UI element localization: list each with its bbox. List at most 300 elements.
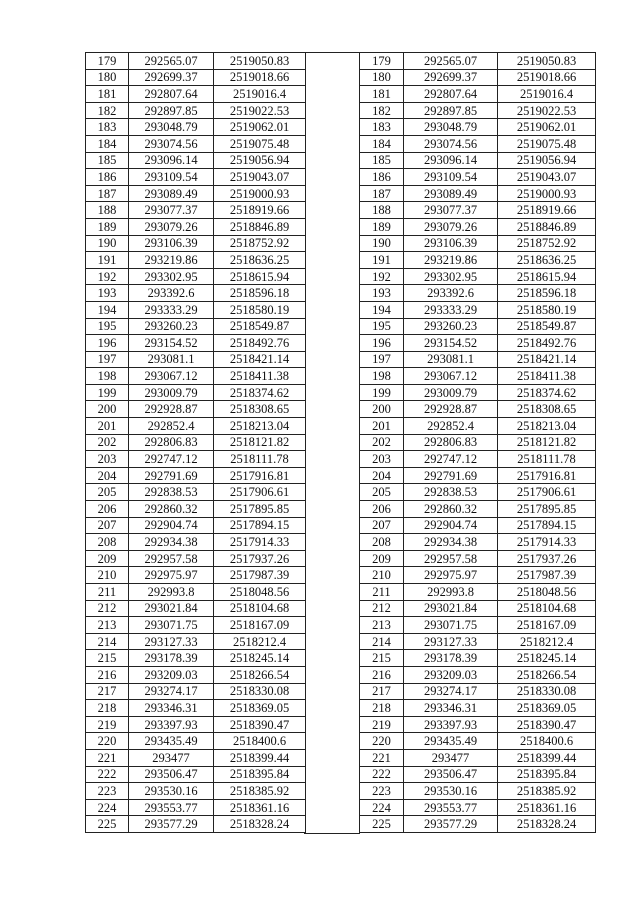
table-row [360,53,596,70]
table-row [360,202,596,219]
x-coordinate-cell: 293071.75 [404,617,498,634]
x-coordinate-cell: 293096.14 [129,152,214,169]
coordinate-table-left [85,52,306,833]
y-coordinate-cell: 2519050.83 [498,53,596,70]
y-coordinate-cell: 2517914.33 [498,534,596,551]
y-coordinate-cell: 2518752.92 [498,235,596,252]
x-coordinate-cell: 292747.12 [404,451,498,468]
table-row [86,268,306,285]
point-number-cell: 193 [86,285,129,302]
point-number-cell: 217 [360,683,404,700]
point-number-cell: 202 [86,434,129,451]
point-number-cell: 203 [86,451,129,468]
x-coordinate-cell: 292993.8 [129,584,214,601]
x-coordinate-cell: 293346.31 [404,700,498,717]
x-coordinate-cell: 292565.07 [404,53,498,70]
y-coordinate-cell: 2519062.01 [214,119,306,136]
x-coordinate-cell: 293048.79 [129,119,214,136]
point-number-cell: 216 [360,666,404,683]
y-coordinate-cell: 2519016.4 [498,86,596,103]
x-coordinate-cell: 292699.37 [404,69,498,86]
x-coordinate-cell: 293081.1 [404,351,498,368]
x-coordinate-cell: 292957.58 [404,550,498,567]
y-coordinate-cell: 2519016.4 [214,86,306,103]
table-row [86,633,306,650]
x-coordinate-cell: 293274.17 [404,683,498,700]
table-row [86,152,306,169]
point-number-cell: 208 [86,534,129,551]
point-number-cell: 219 [360,716,404,733]
table-row [86,218,306,235]
point-number-cell: 205 [86,484,129,501]
point-number-cell: 187 [360,185,404,202]
x-coordinate-cell: 293089.49 [129,185,214,202]
x-coordinate-cell: 293154.52 [404,335,498,352]
table-row [360,135,596,152]
point-number-cell: 193 [360,285,404,302]
x-coordinate-cell: 293074.56 [129,135,214,152]
point-number-cell: 196 [86,335,129,352]
table-row [360,600,596,617]
table-row [360,733,596,750]
point-number-cell: 206 [86,501,129,518]
x-coordinate-cell: 293154.52 [129,335,214,352]
point-number-cell: 219 [86,716,129,733]
table-row [86,650,306,667]
x-coordinate-cell: 293274.17 [129,683,214,700]
y-coordinate-cell: 2518212.4 [214,633,306,650]
y-coordinate-cell: 2518212.4 [498,633,596,650]
y-coordinate-cell: 2518919.66 [498,202,596,219]
y-coordinate-cell: 2518121.82 [214,434,306,451]
point-number-cell: 214 [360,633,404,650]
point-number-cell: 195 [360,318,404,335]
x-coordinate-cell: 293577.29 [129,816,214,833]
x-coordinate-cell: 293530.16 [404,783,498,800]
table-row [86,467,306,484]
point-number-cell: 213 [86,617,129,634]
point-number-cell: 208 [360,534,404,551]
x-coordinate-cell: 293077.37 [404,202,498,219]
x-coordinate-cell: 293346.31 [129,700,214,717]
table-row [360,501,596,518]
point-number-cell: 202 [360,434,404,451]
x-coordinate-cell: 292897.85 [404,102,498,119]
x-coordinate-cell: 293067.12 [129,368,214,385]
y-coordinate-cell: 2518411.38 [214,368,306,385]
y-coordinate-cell: 2518615.94 [214,268,306,285]
table-row [360,517,596,534]
y-coordinate-cell: 2517914.33 [214,534,306,551]
x-coordinate-cell: 293109.54 [129,169,214,186]
x-coordinate-cell: 293577.29 [404,816,498,833]
table-row [86,434,306,451]
y-coordinate-cell: 2519050.83 [214,53,306,70]
table-row [86,550,306,567]
x-coordinate-cell: 293071.75 [129,617,214,634]
table-row [86,185,306,202]
x-coordinate-cell: 292904.74 [404,517,498,534]
x-coordinate-cell: 292747.12 [129,451,214,468]
x-coordinate-cell: 293477 [129,749,214,766]
table-row [86,766,306,783]
y-coordinate-cell: 2518919.66 [214,202,306,219]
table-row [360,484,596,501]
table-row [360,401,596,418]
table-row [360,301,596,318]
point-number-cell: 212 [86,600,129,617]
y-coordinate-cell: 2519075.48 [214,135,306,152]
y-coordinate-cell: 2518596.18 [498,285,596,302]
table-row [360,102,596,119]
x-coordinate-cell: 292807.64 [404,86,498,103]
x-coordinate-cell: 293302.95 [129,268,214,285]
x-coordinate-cell: 293009.79 [129,384,214,401]
y-coordinate-cell: 2518048.56 [214,584,306,601]
x-coordinate-cell: 293021.84 [404,600,498,617]
point-number-cell: 224 [360,799,404,816]
point-number-cell: 195 [86,318,129,335]
x-coordinate-cell: 292860.32 [129,501,214,518]
table-row [86,169,306,186]
x-coordinate-cell: 293127.33 [129,633,214,650]
y-coordinate-cell: 2518361.16 [214,799,306,816]
point-number-cell: 218 [360,700,404,717]
point-number-cell: 225 [86,816,129,833]
point-number-cell: 181 [360,86,404,103]
y-coordinate-cell: 2517895.85 [498,501,596,518]
table-row [86,384,306,401]
point-number-cell: 194 [360,301,404,318]
x-coordinate-cell: 292565.07 [129,53,214,70]
point-number-cell: 182 [360,102,404,119]
y-coordinate-cell: 2518395.84 [498,766,596,783]
table-row [86,816,306,833]
table-row [86,252,306,269]
y-coordinate-cell: 2518111.78 [214,451,306,468]
point-number-cell: 222 [360,766,404,783]
point-number-cell: 203 [360,451,404,468]
y-coordinate-cell: 2518385.92 [214,783,306,800]
table-row [86,716,306,733]
point-number-cell: 224 [86,799,129,816]
y-coordinate-cell: 2518549.87 [498,318,596,335]
y-coordinate-cell: 2517916.81 [214,467,306,484]
table-row [86,135,306,152]
table-row [86,418,306,435]
y-coordinate-cell: 2519000.93 [214,185,306,202]
table-row [86,102,306,119]
table-row [86,86,306,103]
x-coordinate-cell: 293089.49 [404,185,498,202]
point-number-cell: 189 [360,218,404,235]
point-number-cell: 186 [86,169,129,186]
x-coordinate-cell: 293081.1 [129,351,214,368]
x-coordinate-cell: 293397.93 [129,716,214,733]
table-row [360,766,596,783]
x-coordinate-cell: 293096.14 [404,152,498,169]
point-number-cell: 186 [360,169,404,186]
point-number-cell: 190 [360,235,404,252]
x-coordinate-cell: 292699.37 [129,69,214,86]
table-row [360,467,596,484]
point-number-cell: 201 [360,418,404,435]
y-coordinate-cell: 2518048.56 [498,584,596,601]
table-row [86,335,306,352]
table-row [360,650,596,667]
table-row [360,451,596,468]
x-coordinate-cell: 293392.6 [129,285,214,302]
y-coordinate-cell: 2519000.93 [498,185,596,202]
point-number-cell: 179 [86,53,129,70]
point-number-cell: 191 [86,252,129,269]
point-number-cell: 218 [86,700,129,717]
table-row [360,799,596,816]
x-coordinate-cell: 293553.77 [129,799,214,816]
x-coordinate-cell: 293260.23 [129,318,214,335]
point-number-cell: 215 [86,650,129,667]
x-coordinate-cell: 293435.49 [129,733,214,750]
y-coordinate-cell: 2518580.19 [214,301,306,318]
x-coordinate-cell: 293048.79 [404,119,498,136]
table-row [86,351,306,368]
x-coordinate-cell: 293397.93 [404,716,498,733]
x-coordinate-cell: 293477 [404,749,498,766]
y-coordinate-cell: 2517987.39 [214,567,306,584]
y-coordinate-cell: 2517937.26 [214,550,306,567]
table-row [360,318,596,335]
point-number-cell: 213 [360,617,404,634]
table-row [360,633,596,650]
table-row [360,218,596,235]
x-coordinate-cell: 293219.86 [129,252,214,269]
y-coordinate-cell: 2518395.84 [214,766,306,783]
table-row [360,584,596,601]
table-row [86,285,306,302]
point-number-cell: 212 [360,600,404,617]
point-number-cell: 199 [86,384,129,401]
table-row [86,119,306,136]
table-row [360,434,596,451]
point-number-cell: 223 [86,783,129,800]
y-coordinate-cell: 2518752.92 [214,235,306,252]
x-coordinate-cell: 293074.56 [404,135,498,152]
point-number-cell: 217 [86,683,129,700]
x-coordinate-cell: 292897.85 [129,102,214,119]
y-coordinate-cell: 2518167.09 [498,617,596,634]
coordinate-table-right [359,52,596,833]
point-number-cell: 196 [360,335,404,352]
table-row [360,69,596,86]
point-number-cell: 184 [86,135,129,152]
x-coordinate-cell: 293127.33 [404,633,498,650]
y-coordinate-cell: 2518636.25 [498,252,596,269]
table-row [86,733,306,750]
y-coordinate-cell: 2517894.15 [214,517,306,534]
x-coordinate-cell: 293209.03 [404,666,498,683]
y-coordinate-cell: 2518328.24 [214,816,306,833]
point-number-cell: 204 [86,467,129,484]
table-row [86,517,306,534]
y-coordinate-cell: 2518361.16 [498,799,596,816]
x-coordinate-cell: 293530.16 [129,783,214,800]
x-coordinate-cell: 292928.87 [404,401,498,418]
table-row [86,666,306,683]
y-coordinate-cell: 2518421.14 [214,351,306,368]
table-row [360,550,596,567]
y-coordinate-cell: 2518390.47 [498,716,596,733]
point-number-cell: 191 [360,252,404,269]
table-row [86,202,306,219]
table-row [360,816,596,833]
y-coordinate-cell: 2517906.61 [214,484,306,501]
point-number-cell: 182 [86,102,129,119]
table-row [360,185,596,202]
y-coordinate-cell: 2517916.81 [498,467,596,484]
table-row [86,401,306,418]
y-coordinate-cell: 2518492.76 [214,335,306,352]
point-number-cell: 206 [360,501,404,518]
table-row [86,567,306,584]
point-number-cell: 210 [86,567,129,584]
point-number-cell: 199 [360,384,404,401]
y-coordinate-cell: 2518245.14 [498,650,596,667]
point-number-cell: 223 [360,783,404,800]
y-coordinate-cell: 2518308.65 [214,401,306,418]
x-coordinate-cell: 293079.26 [404,218,498,235]
table-row [86,584,306,601]
y-coordinate-cell: 2518374.62 [498,384,596,401]
point-number-cell: 197 [86,351,129,368]
point-number-cell: 215 [360,650,404,667]
table-row [360,368,596,385]
y-coordinate-cell: 2518213.04 [498,418,596,435]
table-row [360,783,596,800]
table-row [86,501,306,518]
x-coordinate-cell: 293106.39 [404,235,498,252]
table-row [86,700,306,717]
point-number-cell: 220 [360,733,404,750]
x-coordinate-cell: 292957.58 [129,550,214,567]
point-number-cell: 211 [86,584,129,601]
point-number-cell: 180 [86,69,129,86]
y-coordinate-cell: 2518411.38 [498,368,596,385]
y-coordinate-cell: 2517937.26 [498,550,596,567]
y-coordinate-cell: 2518400.6 [498,733,596,750]
table-row [360,749,596,766]
table-row [86,783,306,800]
point-number-cell: 181 [86,86,129,103]
point-number-cell: 197 [360,351,404,368]
table-row [360,119,596,136]
y-coordinate-cell: 2518121.82 [498,434,596,451]
point-number-cell: 198 [86,368,129,385]
table-row [360,567,596,584]
x-coordinate-cell: 293506.47 [129,766,214,783]
y-coordinate-cell: 2519056.94 [498,152,596,169]
x-coordinate-cell: 292928.87 [129,401,214,418]
table-row [360,384,596,401]
point-number-cell: 189 [86,218,129,235]
y-coordinate-cell: 2518615.94 [498,268,596,285]
table-row [86,235,306,252]
point-number-cell: 192 [360,268,404,285]
x-coordinate-cell: 293260.23 [404,318,498,335]
point-number-cell: 207 [360,517,404,534]
x-coordinate-cell: 292791.69 [129,467,214,484]
y-coordinate-cell: 2517895.85 [214,501,306,518]
y-coordinate-cell: 2518111.78 [498,451,596,468]
table-row [360,617,596,634]
table-row [360,666,596,683]
point-number-cell: 211 [360,584,404,601]
x-coordinate-cell: 293079.26 [129,218,214,235]
y-coordinate-cell: 2517894.15 [498,517,596,534]
point-number-cell: 216 [86,666,129,683]
point-number-cell: 200 [360,401,404,418]
table-row [360,700,596,717]
table-row [360,152,596,169]
x-coordinate-cell: 292975.97 [404,567,498,584]
table-row [360,335,596,352]
point-number-cell: 209 [86,550,129,567]
y-coordinate-cell: 2518328.24 [498,816,596,833]
x-coordinate-cell: 293553.77 [404,799,498,816]
table-row [360,169,596,186]
y-coordinate-cell: 2518390.47 [214,716,306,733]
point-number-cell: 184 [360,135,404,152]
table-row [360,252,596,269]
x-coordinate-cell: 293109.54 [404,169,498,186]
x-coordinate-cell: 292806.83 [129,434,214,451]
y-coordinate-cell: 2518400.6 [214,733,306,750]
y-coordinate-cell: 2518399.44 [498,749,596,766]
point-number-cell: 209 [360,550,404,567]
x-coordinate-cell: 292860.32 [404,501,498,518]
y-coordinate-cell: 2519018.66 [498,69,596,86]
y-coordinate-cell: 2518636.25 [214,252,306,269]
point-number-cell: 188 [86,202,129,219]
point-number-cell: 198 [360,368,404,385]
point-number-cell: 190 [86,235,129,252]
table-row [86,368,306,385]
point-number-cell: 183 [360,119,404,136]
x-coordinate-cell: 293009.79 [404,384,498,401]
table-row [360,683,596,700]
y-coordinate-cell: 2518266.54 [214,666,306,683]
table-row [86,484,306,501]
y-coordinate-cell: 2518167.09 [214,617,306,634]
x-coordinate-cell: 292806.83 [404,434,498,451]
x-coordinate-cell: 292852.4 [129,418,214,435]
y-coordinate-cell: 2518213.04 [214,418,306,435]
y-coordinate-cell: 2518846.89 [214,218,306,235]
point-number-cell: 221 [86,749,129,766]
y-coordinate-cell: 2519018.66 [214,69,306,86]
point-number-cell: 185 [360,152,404,169]
x-coordinate-cell: 293077.37 [129,202,214,219]
table-row [86,53,306,70]
table-row [86,749,306,766]
x-coordinate-cell: 292904.74 [129,517,214,534]
x-coordinate-cell: 292838.53 [129,484,214,501]
y-coordinate-cell: 2519043.07 [498,169,596,186]
y-coordinate-cell: 2518846.89 [498,218,596,235]
table-row [360,268,596,285]
table-row [86,301,306,318]
point-number-cell: 214 [86,633,129,650]
table-row [86,617,306,634]
